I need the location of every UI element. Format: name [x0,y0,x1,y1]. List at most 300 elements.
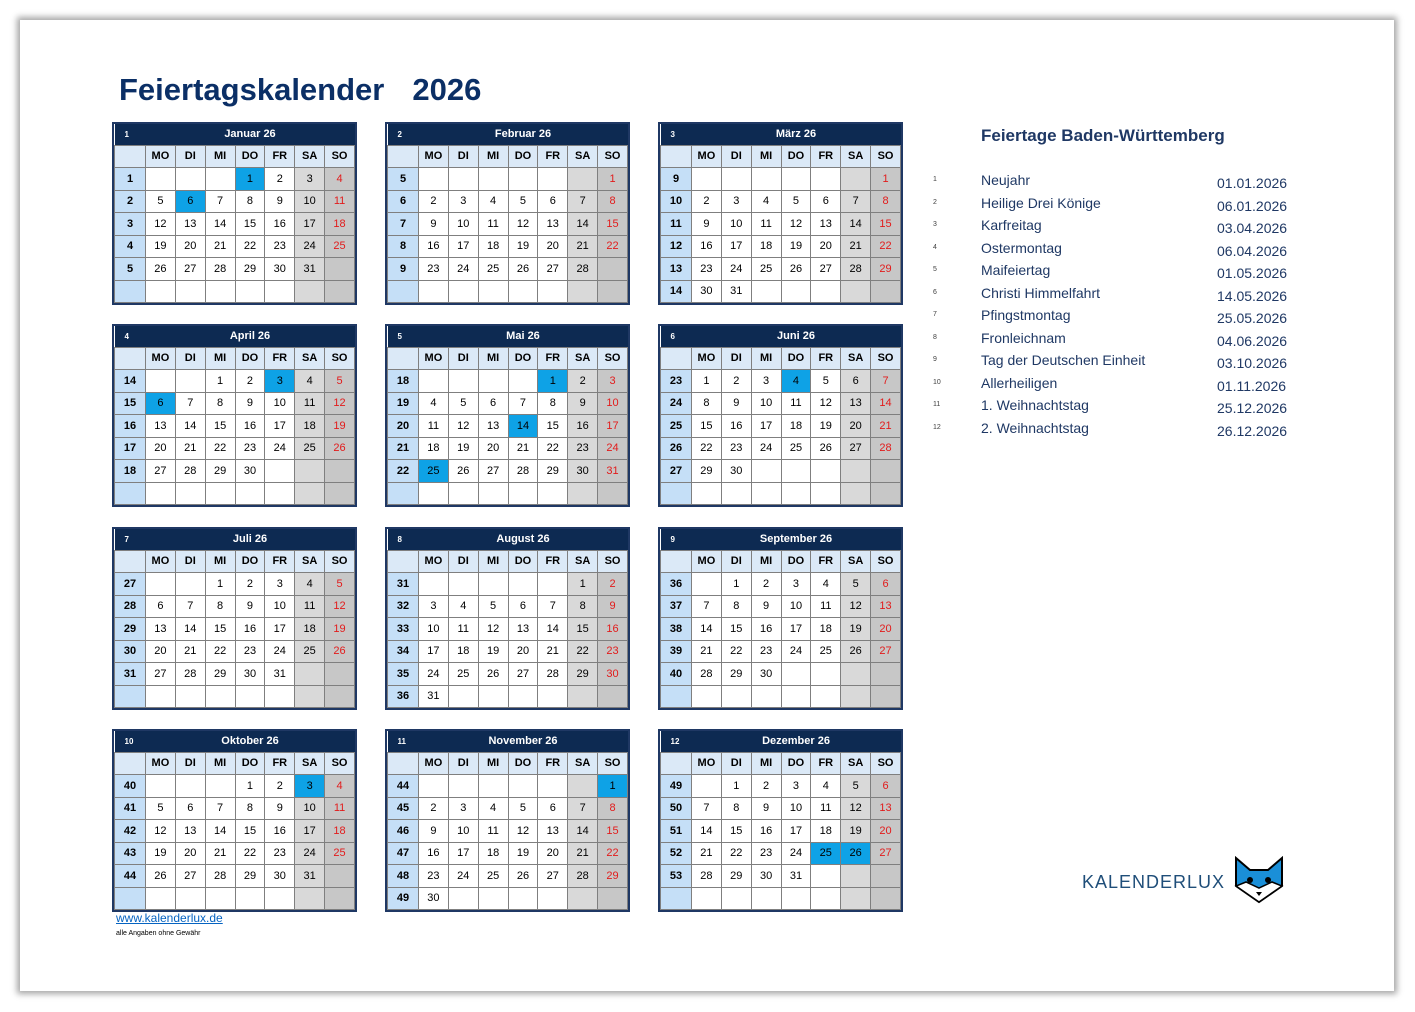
dow-blank [388,347,419,370]
day-cell: 26 [146,258,176,281]
week-number: 28 [115,595,146,618]
day-cell: 21 [841,235,871,258]
day-cell [751,168,781,191]
holiday-name: 2. Weihnachtstag [981,419,1089,436]
week-number: 9 [388,258,419,281]
day-cell: 31 [721,280,751,303]
day-cell: 28 [568,865,598,888]
day-cell [325,258,355,281]
month-10 [112,729,357,912]
day-cell [175,370,205,393]
weekday-header: DI [448,752,478,775]
day-cell [448,280,478,303]
day-cell: 18 [325,213,355,236]
day-cell: 13 [478,415,508,438]
day-cell [146,887,176,910]
day-cell: 17 [751,415,781,438]
day-cell: 27 [175,865,205,888]
day-cell: 12 [478,618,508,641]
day-cell: 7 [508,392,538,415]
month-7 [112,527,357,710]
week-number: 19 [388,392,419,415]
day-cell: 30 [598,663,628,686]
weekday-header: DO [235,550,265,573]
day-cell [478,280,508,303]
day-cell: 13 [175,213,205,236]
day-cell [751,887,781,910]
day-cell: 27 [538,258,568,281]
day-cell: 22 [235,842,265,865]
week-number: 42 [115,820,146,843]
holiday-panel-title: Feiertage Baden-Württemberg [981,126,1225,145]
day-cell: 2 [598,573,628,596]
day-cell: 21 [205,842,235,865]
day-cell [146,280,176,303]
day-cell: 18 [419,437,449,460]
weekday-header: MO [146,752,176,775]
day-cell: 25 [325,235,355,258]
weekday-header: DO [508,347,538,370]
day-cell [448,482,478,505]
day-cell: 12 [508,820,538,843]
day-cell [871,280,901,303]
weekday-header: MI [751,145,781,168]
day-cell: 28 [205,865,235,888]
day-cell [295,482,325,505]
weekday-header: DI [448,550,478,573]
day-cell: 15 [721,618,751,641]
day-cell [568,887,598,910]
weekday-header: SA [295,550,325,573]
weekday-header: DO [235,752,265,775]
dow-blank [388,752,419,775]
week-number [115,887,146,910]
day-cell: 10 [265,595,295,618]
weekday-header: SA [841,347,871,370]
weekday-header: DI [448,347,478,370]
day-cell: 2 [419,190,449,213]
day-cell: 5 [146,190,176,213]
day-cell: 17 [265,618,295,641]
day-cell: 1 [721,775,751,798]
weekday-header: FR [265,752,295,775]
day-cell [508,280,538,303]
holiday-row [933,239,1303,262]
day-cell: 7 [692,595,722,618]
day-cell [598,887,628,910]
week-number: 5 [388,168,419,191]
day-cell [871,685,901,708]
day-cell [811,685,841,708]
day-cell: 23 [751,640,781,663]
day-cell: 6 [841,370,871,393]
day-cell: 25 [295,640,325,663]
day-cell: 10 [781,595,811,618]
day-cell: 17 [781,820,811,843]
day-cell [478,887,508,910]
weekday-header: DO [235,145,265,168]
holiday-name: Pfingstmontag [981,307,1071,323]
day-cell [295,685,325,708]
day-cell: 12 [811,392,841,415]
week-number: 37 [661,595,692,618]
week-number: 13 [661,258,692,281]
day-cell: 3 [265,573,295,596]
day-cell: 13 [538,820,568,843]
day-cell: 12 [841,595,871,618]
day-cell [538,280,568,303]
day-cell: 16 [265,820,295,843]
day-cell: 8 [205,392,235,415]
day-cell: 15 [598,213,628,236]
day-cell: 18 [811,820,841,843]
day-cell: 16 [751,820,781,843]
day-cell: 15 [235,213,265,236]
weekday-header: SA [295,347,325,370]
website-link[interactable]: www.kalenderlux.de [116,911,223,925]
day-cell: 15 [235,820,265,843]
day-cell: 28 [175,663,205,686]
holiday-row [933,329,1303,352]
week-number: 3 [115,213,146,236]
weekday-header: MO [419,145,449,168]
day-cell: 12 [146,820,176,843]
day-cell [598,280,628,303]
holiday-date: 26.12.2026 [1217,422,1288,439]
month-number: 9 [661,529,692,550]
day-cell [205,482,235,505]
weekday-header: MO [146,145,176,168]
day-cell: 15 [721,820,751,843]
weekday-header: DO [508,550,538,573]
day-cell: 18 [448,640,478,663]
day-cell: 7 [175,392,205,415]
day-cell [538,775,568,798]
week-number: 47 [388,842,419,865]
day-cell [175,887,205,910]
week-number: 15 [115,392,146,415]
day-cell: 3 [295,775,325,798]
weekday-header: FR [538,145,568,168]
weekday-header: SO [598,752,628,775]
day-cell: 11 [751,213,781,236]
day-cell [841,887,871,910]
day-cell: 27 [811,258,841,281]
day-cell: 1 [692,370,722,393]
day-cell: 5 [325,370,355,393]
day-cell: 14 [205,820,235,843]
day-cell [692,685,722,708]
day-cell: 11 [295,392,325,415]
day-cell [751,685,781,708]
day-cell: 7 [841,190,871,213]
dow-blank [388,145,419,168]
brand-name: KALENDERLUX [1082,872,1226,892]
day-cell: 10 [295,797,325,820]
day-cell [721,482,751,505]
day-cell: 16 [598,618,628,641]
month-name: Dezember 26 [692,731,901,752]
day-cell [811,460,841,483]
month-9 [658,527,903,710]
week-number: 14 [661,280,692,303]
month-number: 2 [388,124,419,145]
holiday-row [933,396,1303,419]
day-cell [205,280,235,303]
day-cell: 17 [781,618,811,641]
day-cell: 20 [871,820,901,843]
weekday-header: FR [811,550,841,573]
day-cell: 24 [265,437,295,460]
weekday-header: MO [419,347,449,370]
day-cell [325,482,355,505]
day-cell: 5 [478,595,508,618]
day-cell: 6 [175,190,205,213]
day-cell: 21 [175,437,205,460]
day-cell: 22 [205,437,235,460]
disclaimer: alle Angaben ohne Gewähr [116,930,201,937]
day-cell: 13 [175,820,205,843]
day-cell: 4 [419,392,449,415]
holiday-name: Allerheiligen [981,374,1058,391]
day-cell [811,887,841,910]
day-cell: 15 [568,618,598,641]
day-cell: 26 [781,258,811,281]
weekday-header: DO [235,347,265,370]
weekday-header: SO [871,752,901,775]
weekday-header: SO [598,347,628,370]
week-number: 8 [388,235,419,258]
holiday-name: Heilige Drei Könige [981,194,1101,211]
weekday-header: FR [811,145,841,168]
week-number: 43 [115,842,146,865]
day-cell: 8 [538,392,568,415]
weekday-header: SA [295,752,325,775]
day-cell: 14 [508,415,538,438]
week-number [115,482,146,505]
weekday-header: FR [538,752,568,775]
day-cell [448,685,478,708]
week-number [661,685,692,708]
day-cell [508,573,538,596]
holiday-name: Tag der Deutschen Einheit [981,352,1146,368]
weekday-header: DI [721,145,751,168]
day-cell: 1 [235,775,265,798]
day-cell [781,663,811,686]
weekday-header: DO [781,752,811,775]
day-cell: 1 [205,573,235,596]
day-cell [598,258,628,281]
day-cell [478,685,508,708]
day-cell [811,865,841,888]
holiday-number: 5 [933,266,937,273]
day-cell: 22 [538,437,568,460]
month-number: 6 [661,326,692,347]
day-cell: 16 [235,618,265,641]
day-cell: 3 [781,775,811,798]
weekday-header: DO [781,145,811,168]
day-cell: 8 [598,797,628,820]
day-cell: 27 [538,865,568,888]
month-number: 12 [661,731,692,752]
day-cell: 27 [871,842,901,865]
week-number: 46 [388,820,419,843]
holiday-name: Christi Himmelfahrt [981,284,1101,301]
holiday-date: 04.06.2026 [1217,332,1288,349]
day-cell: 29 [205,460,235,483]
day-cell: 23 [568,437,598,460]
day-cell: 16 [235,415,265,438]
day-cell [871,887,901,910]
day-cell: 8 [598,190,628,213]
week-number: 4 [115,235,146,258]
day-cell: 25 [751,258,781,281]
day-cell: 24 [295,235,325,258]
day-cell: 10 [448,213,478,236]
day-cell: 29 [235,865,265,888]
day-cell: 2 [568,370,598,393]
day-cell: 19 [478,640,508,663]
day-cell: 8 [568,595,598,618]
day-cell [325,685,355,708]
day-cell [598,685,628,708]
day-cell: 25 [295,437,325,460]
day-cell [692,887,722,910]
day-cell: 28 [692,865,722,888]
day-cell: 19 [841,820,871,843]
week-number: 25 [661,415,692,438]
day-cell: 2 [419,797,449,820]
day-cell: 30 [419,887,449,910]
fox-logo-icon [1232,856,1286,904]
week-number: 39 [661,640,692,663]
month-number: 4 [115,326,146,347]
day-cell [175,168,205,191]
week-number: 33 [388,618,419,641]
day-cell [811,280,841,303]
holiday-date: 01.05.2026 [1217,265,1288,281]
day-cell: 28 [538,663,568,686]
day-cell: 22 [568,640,598,663]
dow-blank [115,145,146,168]
day-cell: 21 [871,415,901,438]
day-cell: 9 [598,595,628,618]
day-cell: 5 [508,797,538,820]
day-cell: 21 [538,640,568,663]
day-cell: 2 [692,190,722,213]
day-cell [175,573,205,596]
weekday-header: DI [721,347,751,370]
day-cell [508,775,538,798]
week-number: 40 [115,775,146,798]
day-cell: 20 [538,842,568,865]
day-cell: 16 [568,415,598,438]
day-cell: 4 [478,797,508,820]
day-cell: 10 [448,820,478,843]
day-cell: 13 [146,618,176,641]
day-cell: 20 [538,235,568,258]
day-cell: 25 [478,865,508,888]
weekday-header: FR [538,347,568,370]
day-cell: 24 [721,258,751,281]
day-cell [811,168,841,191]
day-cell: 17 [721,235,751,258]
weekday-header: FR [265,347,295,370]
weekday-header: DI [721,550,751,573]
day-cell [751,482,781,505]
day-cell: 19 [508,842,538,865]
week-number: 22 [388,460,419,483]
holiday-date: 03.10.2026 [1217,355,1288,371]
day-cell: 3 [419,595,449,618]
day-cell: 19 [325,415,355,438]
day-cell: 31 [419,685,449,708]
weekday-header: DI [175,347,205,370]
title-text: Feiertagskalender [119,72,385,107]
holiday-row [933,171,1303,194]
day-cell: 25 [448,663,478,686]
day-cell: 28 [175,460,205,483]
day-cell: 28 [205,258,235,281]
weekday-header: FR [538,550,568,573]
day-cell: 30 [751,663,781,686]
day-cell: 14 [692,820,722,843]
day-cell: 24 [419,663,449,686]
day-cell [841,482,871,505]
weekday-header: DO [508,145,538,168]
holiday-name: Fronleichnam [981,329,1066,346]
day-cell: 10 [781,797,811,820]
day-cell: 3 [598,370,628,393]
day-cell: 6 [175,797,205,820]
day-cell: 18 [751,235,781,258]
day-cell [448,573,478,596]
holiday-number: 3 [933,221,937,228]
day-cell [508,685,538,708]
week-number: 6 [388,190,419,213]
day-cell: 29 [721,663,751,686]
day-cell: 21 [568,235,598,258]
day-cell [146,685,176,708]
day-cell: 10 [295,190,325,213]
week-number: 1 [115,168,146,191]
day-cell: 31 [265,663,295,686]
day-cell [448,370,478,393]
day-cell: 18 [295,618,325,641]
day-cell: 9 [419,213,449,236]
day-cell [568,280,598,303]
day-cell: 2 [751,573,781,596]
day-cell: 9 [721,392,751,415]
week-number: 23 [661,370,692,393]
weekday-header: MI [205,752,235,775]
day-cell: 22 [692,437,722,460]
weekday-header: MI [478,347,508,370]
week-number [388,280,419,303]
week-number: 11 [661,213,692,236]
day-cell: 5 [448,392,478,415]
day-cell [781,887,811,910]
month-name: Januar 26 [146,124,355,145]
weekday-header: DO [781,550,811,573]
day-cell [235,280,265,303]
day-cell: 8 [721,595,751,618]
holiday-row [933,194,1303,217]
day-cell: 2 [235,370,265,393]
day-cell: 29 [871,258,901,281]
weekday-header: SO [871,550,901,573]
day-cell: 24 [295,842,325,865]
